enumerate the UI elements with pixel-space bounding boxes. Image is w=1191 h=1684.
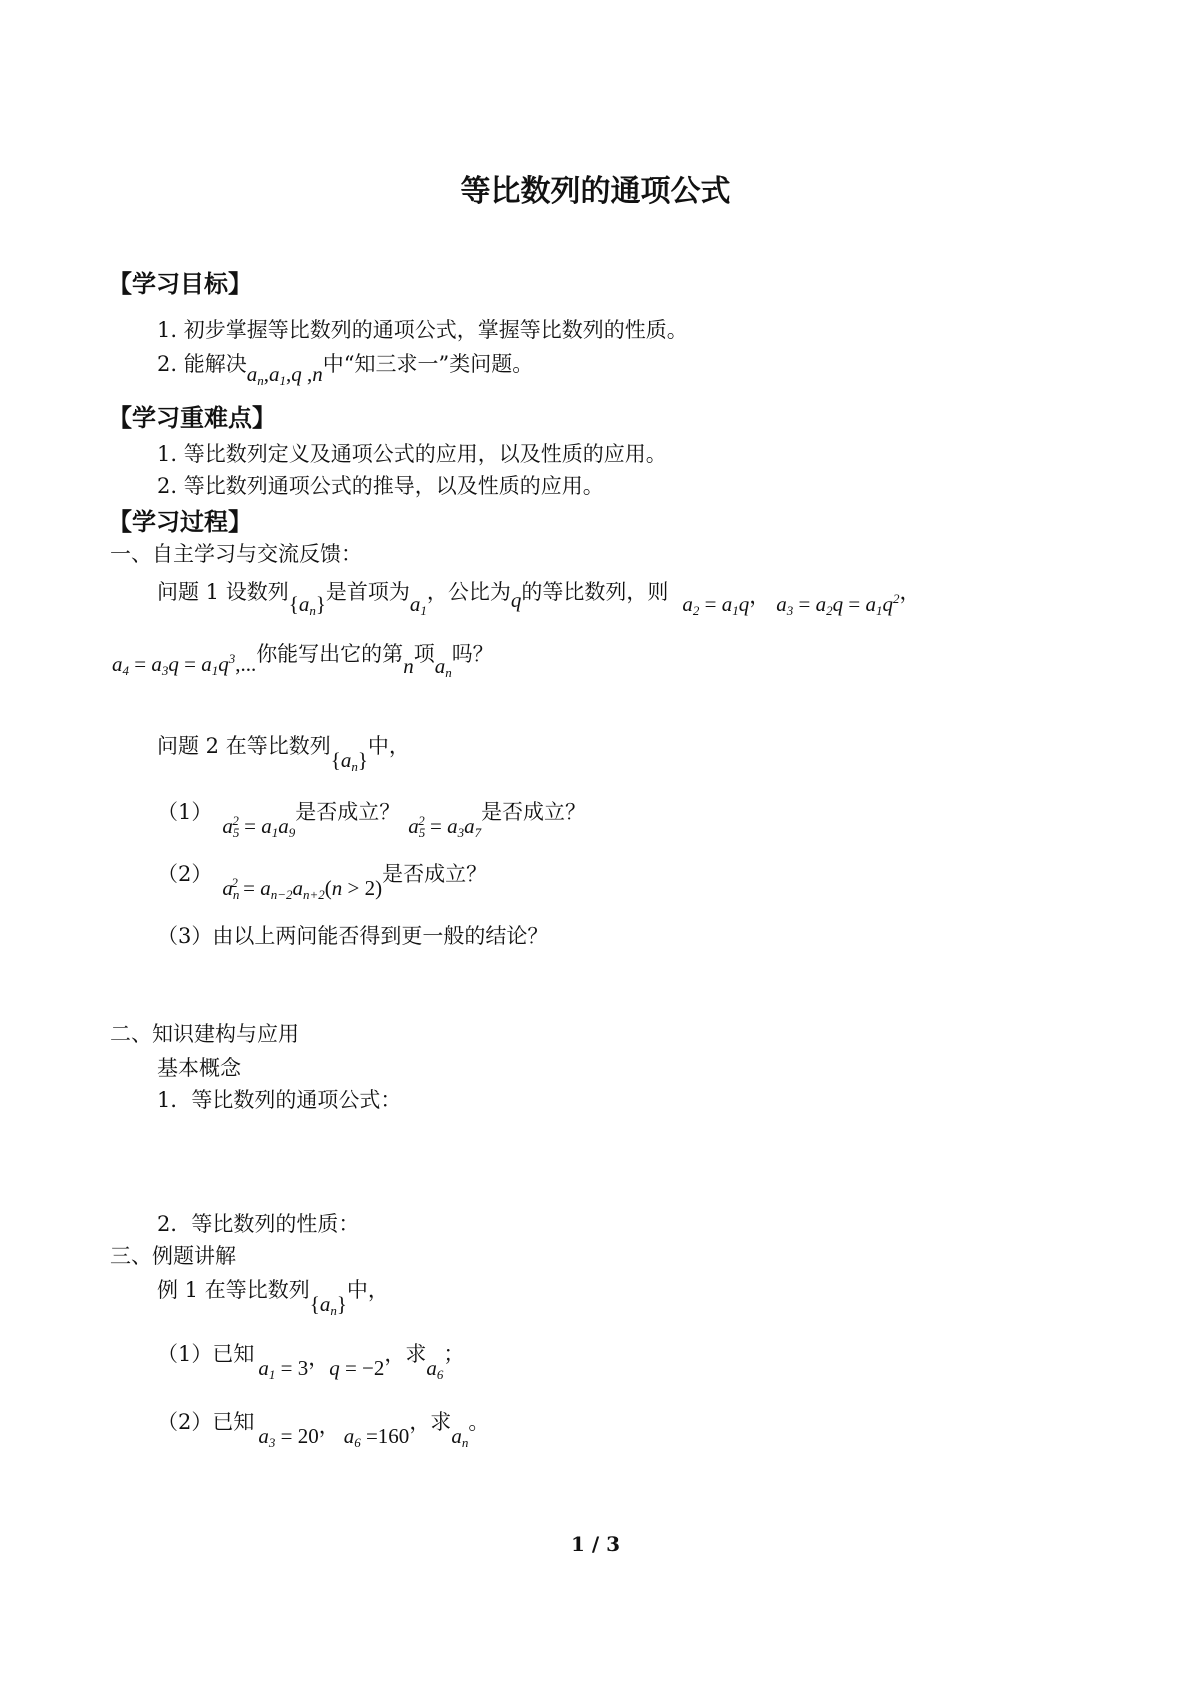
process-heading: 【学习过程】 — [108, 508, 252, 536]
question-1-line-2: $a_4 = a_3q = a_1q^3$,...你能写出它的第n项$a_n$吗？ — [112, 642, 494, 680]
part1-title: 一、自主学习与交流反馈： — [110, 542, 362, 566]
objective-item-2: 2. 能解决$a_n,a_1,q$ ,n中“知三求一”类问题。 — [157, 352, 534, 388]
part3-title: 三、例题讲解 — [110, 1244, 236, 1268]
page-title: 等比数列的通项公式 — [460, 174, 731, 209]
example-1-part-1: （1）已知$a_1 = 3$，q = −2，求$a_6$； — [157, 1342, 465, 1382]
concept-1: 1．等比数列的通项公式： — [157, 1088, 402, 1112]
basic-concepts-label: 基本概念 — [157, 1056, 241, 1080]
objectives-heading: 【学习目标】 — [108, 270, 252, 298]
objective-item-1: 1. 初步掌握等比数列的通项公式，掌握等比数列的性质。 — [157, 318, 688, 342]
question-2-part-3: （3）由以上两问能否得到更一般的结论？ — [157, 924, 549, 948]
concept-2: 2．等比数列的性质： — [157, 1212, 360, 1236]
key-point-item-1: 1. 等比数列定义及通项公式的应用，以及性质的应用。 — [157, 442, 667, 466]
question-2-part-2: $(2)a_n^2 = a_{n-2}a_{n+2}(n > 2)$是否成立？ — [157, 862, 488, 902]
question-2-part-1: $(1)a_5^2 = a_1a_9$是否成立？$a_5^2 = a_3a_7$是否成立？ — [157, 800, 587, 840]
key-point-item-2: 2. 等比数列通项公式的推导，以及性质的应用。 — [157, 474, 604, 498]
page-number: 1 / 3 — [570, 1532, 621, 1556]
question-2: 问题 2 在等比数列$\{a_n\}$中， — [157, 734, 410, 774]
example-1: 例 1 在等比数列$\{a_n\}$中， — [157, 1278, 389, 1318]
question-1-line-1: 问题 1 设数列$\{a_n\}$是首项为$a_1$，公比为q的等比数列，则 $a_2 = a_1q$， $a_3 = a_2q = a_1q^2$， — [157, 580, 921, 618]
example-1-part-2: （2）已知$a_3 = 20$， $a_6 =160$，求$a_n$。 — [157, 1410, 490, 1450]
key-points-heading: 【学习重难点】 — [108, 404, 276, 432]
part2-title: 二、知识建构与应用 — [110, 1022, 299, 1046]
